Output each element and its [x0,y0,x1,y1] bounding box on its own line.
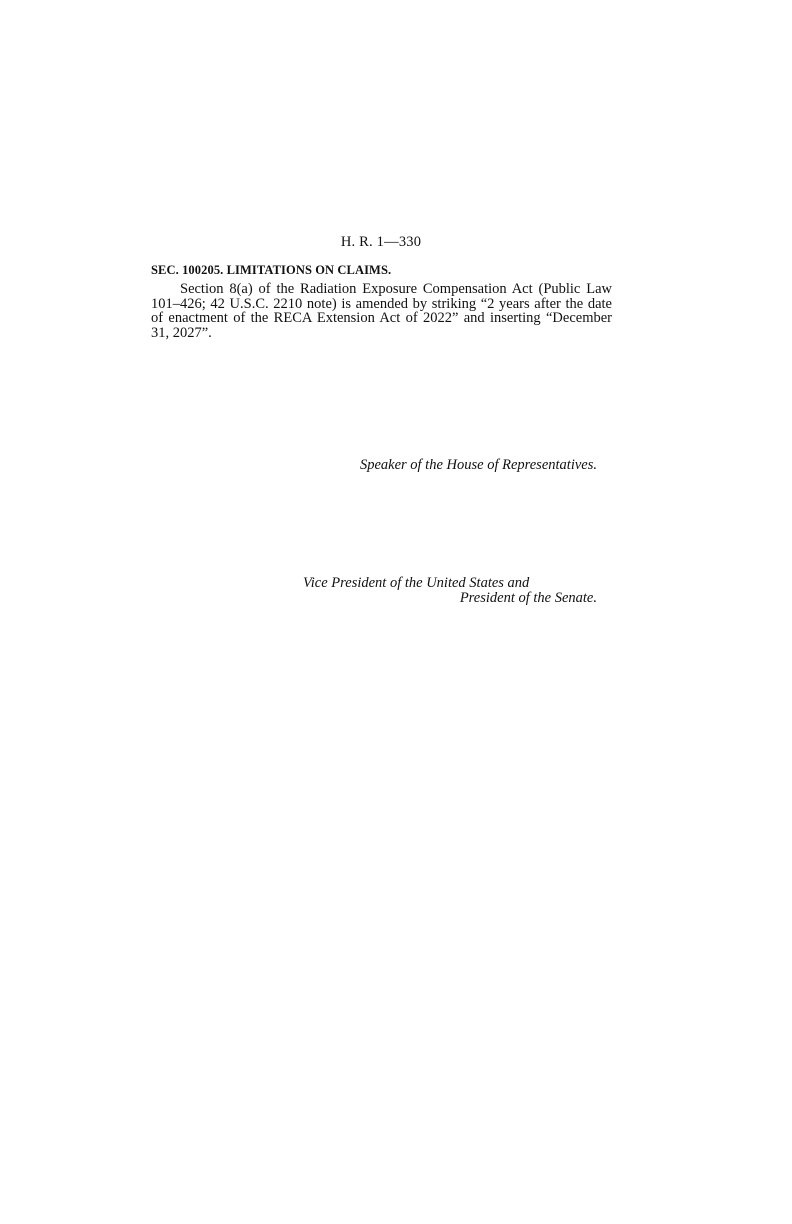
section-heading: SEC. 100205. LIMITATIONS ON CLAIMS. [151,263,392,277]
page-header: H. R. 1—330 [340,234,422,250]
section-body: Section 8(a) of the Radiation Exposure Compensation Act (Public Law 101–426; 42 U.S.C. 2210 note) is amended by striking “2 years after the date of enactment of the RECA Extension Act of 2022” and inserting “December 31, 2027”. [151,281,612,341]
vice-president-signature-line: Vice President of the United States and [303,575,530,591]
speaker-signature-line: Speaker of the House of Representatives. [359,457,597,473]
vice-president-signature-block [303,576,597,606]
senate-president-signature-line: President of the Senate. [459,590,597,606]
